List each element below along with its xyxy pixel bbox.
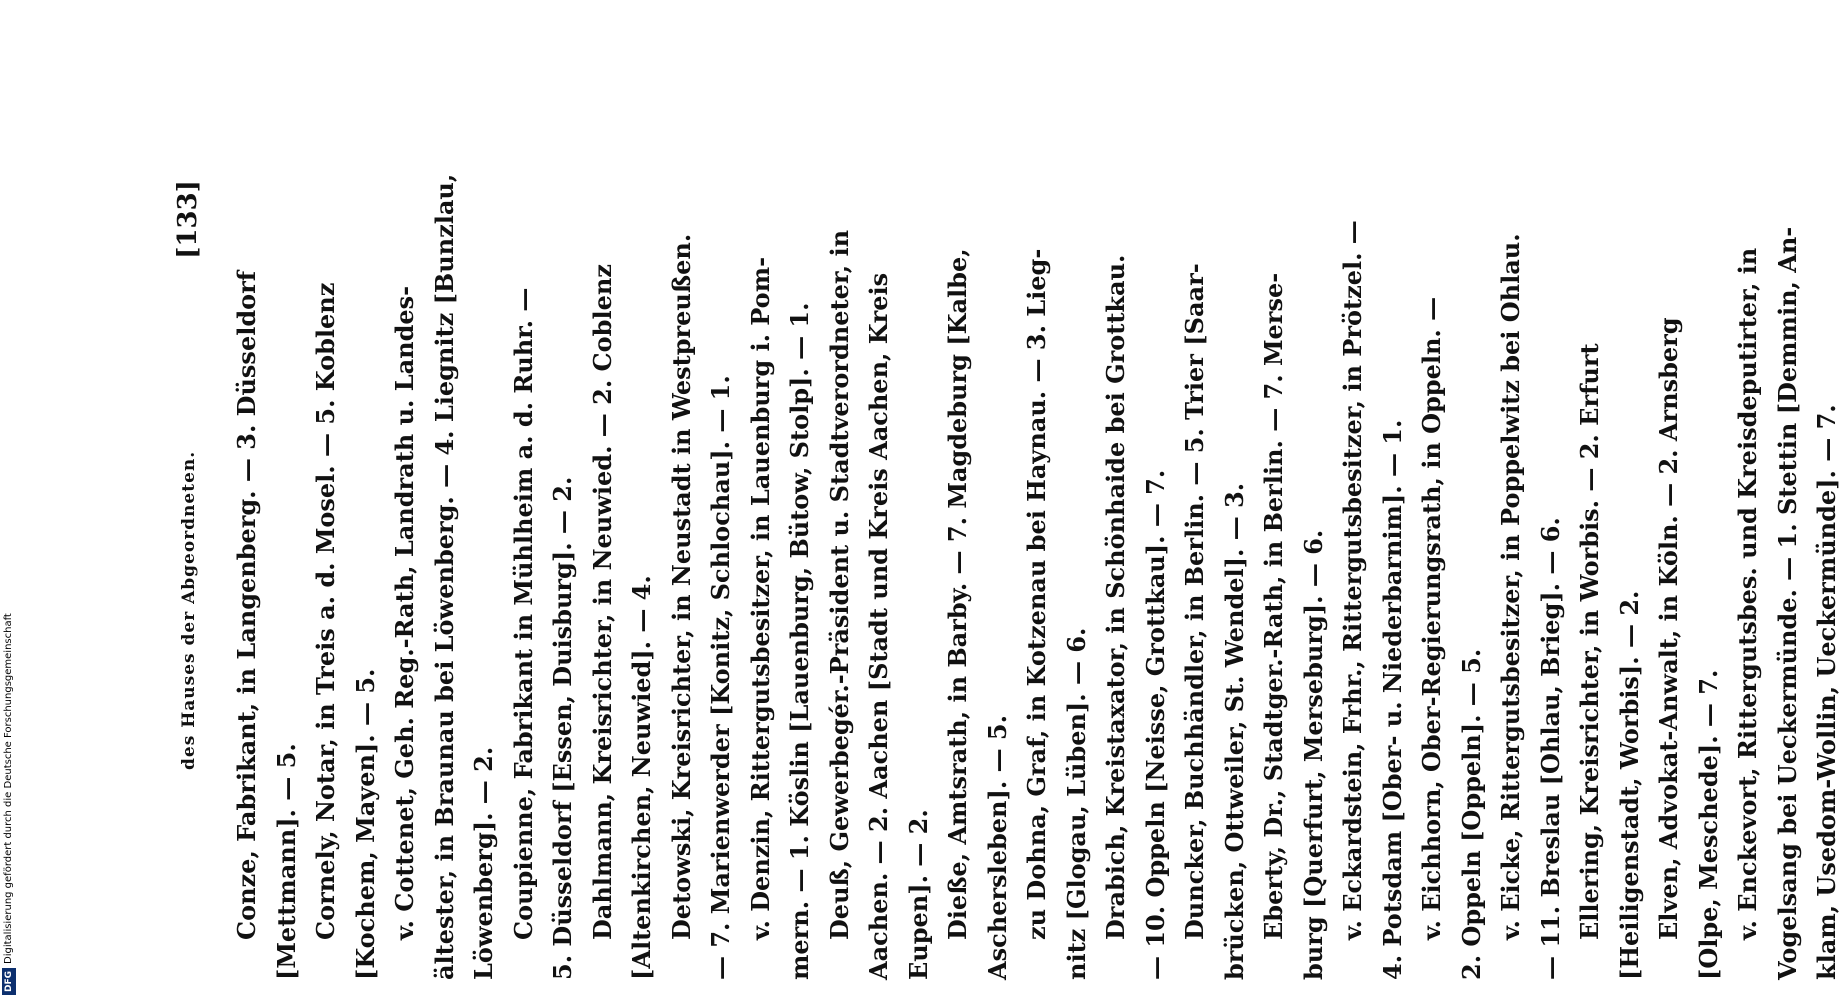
running-title: des Hauses der Abgeordneten. bbox=[179, 450, 199, 770]
text-line: 2. Oppeln [Oppeln]. — 5. bbox=[1456, 648, 1486, 980]
text-line: [Altenkirchen, Neuwied]. — 4. bbox=[627, 575, 656, 980]
text-line: [Mettmann]. — 5. bbox=[271, 743, 301, 980]
text-line: Conze, Fabrikant, in Langenberg. — 3. Düsseldorf bbox=[232, 270, 261, 940]
text-line: nitz [Glogau, Lüben]. — 6. bbox=[1061, 627, 1091, 980]
digitization-caption bbox=[2, 575, 16, 995]
text-line: 4. Potsdam [Ober- u. Niederbarnim]. — 1. bbox=[1377, 419, 1407, 980]
text-line: brücken, Ottweiler, St. Wendel]. — 3. bbox=[1219, 482, 1249, 980]
text-line: 5. Düsseldorf [Essen, Duisburg]. — 2. bbox=[548, 476, 577, 980]
page-number: [133] bbox=[173, 180, 203, 259]
text-line: Drabich, Kreistaxator, in Schönhaide bei Grottkau. bbox=[1101, 254, 1130, 940]
text-line: [Heiligenstadt, Worbis]. — 2. bbox=[1614, 590, 1644, 980]
text-line: v. Denzin, Rittergutsbesitzer, in Lauenburg i. Pom- bbox=[745, 256, 775, 940]
text-line: v. Eichhorn, Ober-Regierungsrath, in Oppeln. — bbox=[1417, 296, 1446, 940]
text-line: v. Enckevort, Rittergutsbes. und Kreisdeputirter, in bbox=[1733, 247, 1762, 940]
caption-text: Digitalisierung gefördert durch die Deutsche Forschungsgemeinschaft bbox=[3, 613, 14, 964]
text-line: Dahlmann, Kreisrichter, in Neuwied. — 2. Coblenz bbox=[587, 264, 617, 940]
text-line: Eberty, Dr., Stadtger.-Rath, in Berlin. — 7. Merse- bbox=[1259, 272, 1288, 940]
text-line: v. Eckardstein, Frhr., Rittergutsbesitzer, in Prötzel. — bbox=[1338, 220, 1367, 940]
text-line: Aschersleben]. — 5. bbox=[982, 715, 1012, 980]
document-page bbox=[167, 130, 1841, 1000]
text-line: Vogelsang bei Ueckermünde. — 1. Stettin [Demmin, An- bbox=[1772, 226, 1802, 980]
text-line: burg [Querfurt, Merseburg]. — 6. bbox=[1298, 529, 1328, 980]
text-line: Cornely, Notar, in Treis a. d. Mosel. — 5. Koblenz bbox=[311, 282, 340, 940]
text-line: ältester, in Braunau bei Löwenberg. — 4. Liegnitz [Bunzlau, bbox=[429, 173, 459, 980]
text-line: Aachen. — 2. Aachen [Stadt und Kreis Aachen, Kreis bbox=[864, 272, 893, 980]
text-line: zu Dohna, Graf, in Kotzenau bei Haynau. — 3. Lieg- bbox=[1022, 248, 1051, 940]
text-line: — 11. Breslau [Ohlau, Brieg]. — 6. bbox=[1535, 517, 1565, 980]
text-line: Deuß, Gewerbegér.-Präsident u. Stadtverordneter, in bbox=[824, 229, 854, 940]
text-line: [Olpe, Meschede]. — 7. bbox=[1693, 669, 1723, 980]
text-body bbox=[227, 0, 1847, 980]
text-line: v. Cottenet, Geh. Reg.-Rath, Landrath u. Landes- bbox=[390, 285, 419, 940]
text-line: Detowski, Kreisrichter, in Neustadt in Westpreußen. bbox=[666, 233, 696, 940]
text-line: — 10. Oppeln [Neisse, Grottkau]. — 7. bbox=[1140, 469, 1170, 980]
text-line: v. Eicke, Rittergutsbesitzer, in Poppelwitz bei Ohlau. bbox=[1496, 233, 1525, 940]
page-header bbox=[167, 140, 217, 1000]
text-line: Eupen]. — 2. bbox=[903, 809, 933, 980]
text-line: Dieße, Amtsrath, in Barby. — 7. Magdeburg [Kalbe, bbox=[943, 248, 972, 940]
text-line: mern. — 1. Köslin [Lauenburg, Bütow, Stolp]. — 1. bbox=[785, 302, 814, 980]
text-line: [Kochem, Mayen]. — 5. bbox=[350, 668, 380, 980]
text-line: Ellering, Kreisrichter, in Worbis. — 2. Erfurt bbox=[1575, 343, 1604, 940]
dfg-logo: DFG bbox=[2, 968, 16, 995]
text-line: Löwenberg]. — 2. bbox=[469, 746, 498, 980]
text-line: Duncker, Buchhändler, in Berlin. — 5. Trier [Saar- bbox=[1180, 263, 1209, 940]
text-line: Elven, Advokat-Anwalt, in Köln. — 2. Arnsberg bbox=[1654, 317, 1683, 940]
text-line: Coupienne, Fabrikant in Mühlheim a. d. Ruhr. — bbox=[508, 287, 538, 940]
text-line: — 7. Marienwerder [Konitz, Schlochau]. — 1. bbox=[706, 375, 735, 980]
text-line: klam, Usedom-Wollin, Ueckermünde]. — 7. bbox=[1812, 404, 1841, 980]
